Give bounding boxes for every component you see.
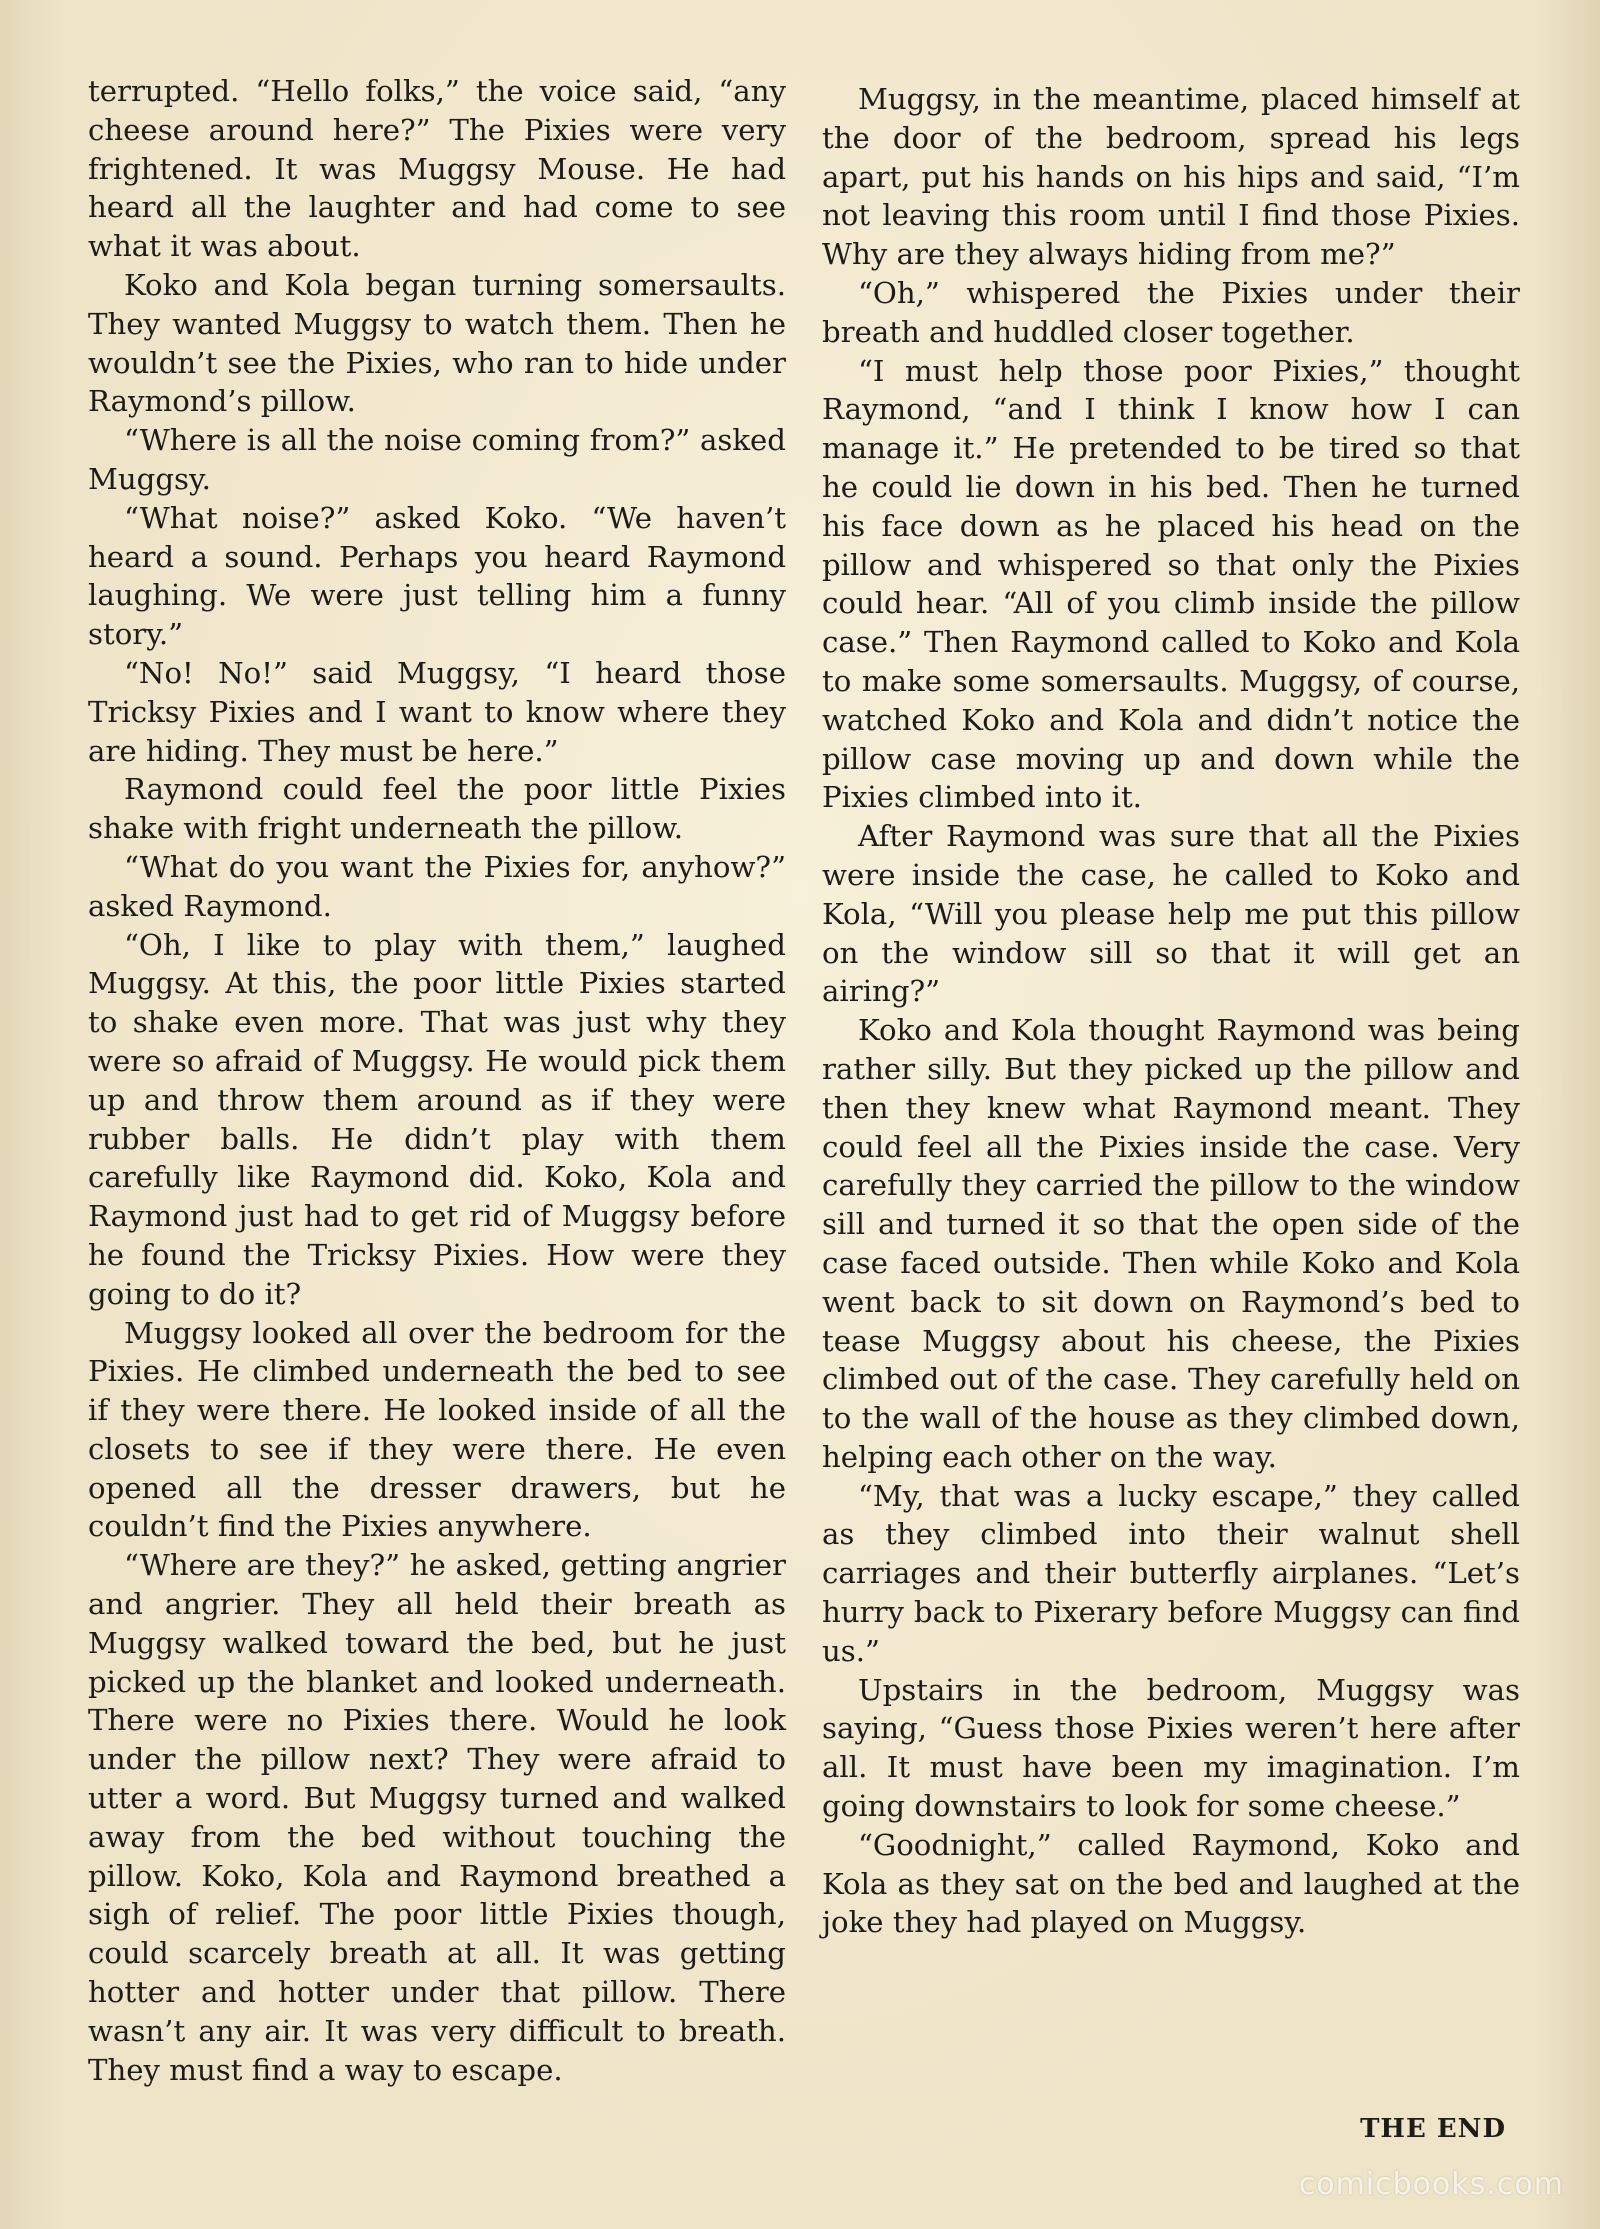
paragraph: “My, that was a lucky escape,” they called as they climbed into their walnut shell carriages and their butterfly airplanes. “Let’s hurry back to Pixerary before Muggsy can find us.” <box>822 1478 1520 1668</box>
right-text-column <box>822 80 1520 1942</box>
paragraph: “Where is all the noise coming from?” asked Muggsy. <box>88 423 786 496</box>
the-end-label: THE END <box>1360 2114 1506 2144</box>
paragraph: “I must help those poor Pixies,” thought Raymond, “and I think I know how I can manage it.” He pretended to be tired so that he could lie down in his bed. Then he turned his face down as he placed his head on the pillow and whispered so that only the Pixies could hear. “All of you climb inside the pillow case.” Then Raymond called to Koko and Kola to make some somersaults. Muggsy, of course, watched Koko and Kola and didn’t notice the pillow case moving up and down while the Pixies climbed into it. <box>822 353 1520 815</box>
paragraph: “Oh,” whispered the Pixies under their breath and huddled closer together. <box>822 275 1520 349</box>
paragraph: “Where are they?” he asked, getting angrier and angrier. They all held their breath as Muggsy walked toward the bed, but he just picked up the blanket and looked underneath. There were no Pixies there. Would he look under the pillow next? They were afraid to utter a word. But Muggsy turned and walked away from the bed without touching the pillow. Koko, Kola and Raymond breathed a sigh of relief. The poor little Pixies though, could scarcely breath at all. It was getting hotter and hotter under that pillow. There wasn’t any air. It was very difficult to breath. They must find a way to escape. <box>88 1548 786 2087</box>
paragraph: Muggsy looked all over the bedroom for the Pixies. He climbed underneath the bed to see if they were there. He looked inside of all the closets to see if they were there. He even opened all the dresser drawers, but he couldn’t find the Pixies anywhere. <box>88 1315 786 1544</box>
paragraph: After Raymond was sure that all the Pixies were inside the case, he called to Koko and Kola, “Will you please help me put this pillow on the window sill so that it will get an airing?” <box>822 819 1520 1009</box>
paragraph: Raymond could feel the poor little Pixies shake with fright underneath the pillow. <box>88 772 786 846</box>
site-watermark: comicbooks.com <box>1298 2167 1564 2202</box>
left-text-column <box>88 72 786 2089</box>
paragraph: Upstairs in the bedroom, Muggsy was saying, “Guess those Pixies weren’t here after all. It must have been my imagination. I’m going downstairs to look for some cheese.” <box>822 1672 1520 1824</box>
paragraph: Koko and Kola thought Raymond was being rather silly. But they picked up the pillow and then they knew what Raymond meant. They could feel all the Pixies inside the case. Very carefully they carried the pillow to the window sill and turned it so that the open side of the case faced outside. Then while Koko and Kola went back to sit down on Raymond’s bed to tease Muggsy about his cheese, the Pixies climbed out of the case. They carefully held on to the wall of the house as they climbed down, helping each other on the way. <box>822 1013 1520 1474</box>
paragraph: “Goodnight,” called Raymond, Koko and Kola as they sat on the bed and laughed at the joke they had played on Muggsy. <box>822 1827 1520 1940</box>
paragraph: “Oh, I like to play with them,” laughed Muggsy. At this, the poor little Pixies started to shake even more. That was just why they were so afraid of Muggsy. He would pick them up and throw them around as if they were rubber balls. He didn’t play with them carefully like Raymond did. Koko, Kola and Raymond just had to get rid of Muggsy before he found the Tricksy Pixies. How were they going to do it? <box>88 927 786 1311</box>
paragraph: terrupted. “Hello folks,” the voice said, “any cheese around here?” The Pixies were very frightened. It was Muggsy Mouse. He had heard all the laughter and had come to see what it was about. <box>88 74 786 264</box>
paragraph: Muggsy, in the meantime, placed himself at the door of the bedroom, spread his legs apart, put his hands on his hips and said, “I’m not leaving this room until I find those Pixies. Why are they always hiding from me?” <box>822 82 1520 272</box>
paragraph: “What do you want the Pixies for, anyhow?” asked Raymond. <box>88 849 786 923</box>
paragraph: “No! No!” said Muggsy, “I heard those Tricksy Pixies and I want to know where they are hiding. They must be here.” <box>88 655 786 768</box>
paragraph: Koko and Kola began turning somersaults. They wanted Muggsy to watch them. Then he wouldn’t see the Pixies, who ran to hide under Raymond’s pillow. <box>88 267 786 419</box>
paragraph: “What noise?” asked Koko. “We haven’t heard a sound. Perhaps you heard Raymond laughing. We were just telling him a funny story.” <box>88 500 786 652</box>
